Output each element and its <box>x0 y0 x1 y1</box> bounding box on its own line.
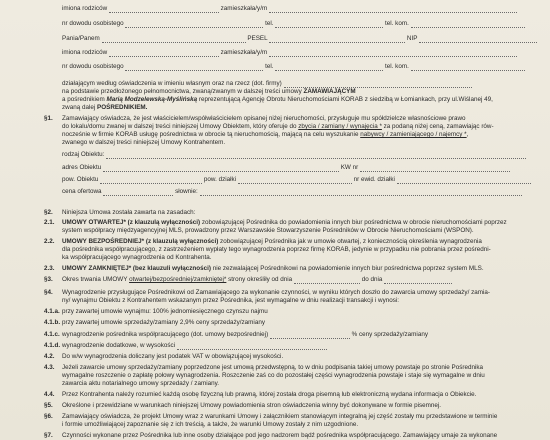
object-address-field[interactable] <box>103 165 339 172</box>
p43-line-3: zawarcia aktu notarialnego umowy sprzedaży / zamiany. <box>62 380 220 387</box>
object-type-row <box>62 151 526 159</box>
s1-l3-underlined: nabywcy / zamieniającego / najemcy * <box>360 131 467 138</box>
p23-number: 2.3. <box>44 265 55 272</box>
s4-number: §4. <box>44 289 53 296</box>
agent-post-bold: POŚREDNIKIEM. <box>97 104 148 111</box>
address-field[interactable] <box>269 6 517 13</box>
p41c-post: % ceny sprzedaży/zamiany <box>351 331 428 338</box>
mobile-field-2[interactable] <box>411 64 525 71</box>
p23-line-1 <box>62 265 484 273</box>
id-field-2[interactable] <box>125 64 263 71</box>
ordering-party-text: na podstawie przedłożonego pełnomocnictwa, zwaną/zwanym w dalszej treści umowy <box>62 88 302 95</box>
s6-number: §6. <box>44 413 53 420</box>
price-row <box>62 188 522 196</box>
parents-field[interactable] <box>109 6 219 13</box>
s3-pre: Okres trwania UMOWY <box>62 276 128 283</box>
p41b-number: 4.1.b. <box>44 319 61 326</box>
p43-number: 4.3. <box>44 364 55 371</box>
plot-area-label: pow. działki <box>203 176 237 183</box>
s1-number: §1. <box>44 115 53 122</box>
s2-number: §2. <box>44 209 53 216</box>
p43-line-2: wymagalne roszczenie o zapłatę połowy wynagrodzenia. Roszczenie zaś co do pozostałej części wynagrodzenia powstaje i staje się wymagalne w dniu <box>62 372 485 379</box>
p21-line-2: system współpracy międzyagencyjnej MLS, prowadzony przez Warszawskie Stowarzyszenie Pośredników w Obrocie Nieruchomościami (WSPON). <box>62 227 474 234</box>
area-field[interactable] <box>100 177 202 184</box>
object-type-label: rodzaj Obiektu: <box>62 151 105 158</box>
parents-label-2: imiona rodziców <box>62 49 108 56</box>
p21-number: 2.1. <box>44 219 55 226</box>
p41c-line <box>62 331 428 339</box>
agent-row-2 <box>62 104 147 112</box>
address-label: zamieszkała/y/m <box>220 5 268 12</box>
cooperating-percent-field[interactable] <box>270 332 350 339</box>
p22-text: zobowiązującej Pośrednika jak w umowie otwartej, z koniecznością określenia wynagrodzenia <box>220 238 482 245</box>
p44-text: Przez Kontrahenta należy rozumieć każdą osobę fizyczną lub prawną, której została droga pisemną lub elektroniczną wydana informacja o Obiekcie. <box>62 391 477 398</box>
p41d-number: 4.1.d. <box>44 342 61 349</box>
plot-number-label: nr ewid. działki <box>353 176 395 183</box>
area-label: pow. Obiektu <box>62 176 99 183</box>
kw-field[interactable] <box>360 165 510 172</box>
p41d-text: wynagrodzenie dodatkowe, w wysokości <box>62 342 176 349</box>
p22-bold: UMOWY BEZPOŚREDNIEJ* (z klauzulą wyłączności) <box>62 238 219 245</box>
s3-underlined: otwartej/bezpośredniej/zamkniętej* <box>129 276 227 283</box>
person-field[interactable] <box>102 36 246 43</box>
start-date-field[interactable] <box>294 277 360 284</box>
s1-line-3 <box>62 131 468 139</box>
s1-line-2 <box>62 123 494 131</box>
p22-line-1 <box>62 238 482 246</box>
s3-mid: strony określiły od dnia <box>228 276 293 283</box>
pesel-field[interactable] <box>269 36 405 43</box>
address-field-2[interactable] <box>269 50 517 57</box>
id-row-1 <box>62 20 525 28</box>
plot-area-field[interactable] <box>238 177 352 184</box>
p41d-line <box>62 342 327 350</box>
price-words-label: słownie: <box>175 188 198 195</box>
s1-line-1: Zamawiający oświadcza, że jest właścicielem/współwłaścicielem opisanej niżej nieruchomości, przysługuje mu spółdzielcze własnościowe prawo <box>62 115 466 122</box>
plot-number-field[interactable] <box>397 177 531 184</box>
agent-mid: reprezentującą Agencję Obrotu Nieruchomościami KORAB z siedzibą w Łomiankach, przy ul.Wiślanej 49, <box>198 96 493 103</box>
p41a-text: przy zawartej umowie wynajmu: 100% jednomiesięcznego czynszu najmu <box>62 308 268 315</box>
p21-text: zobowiązującej Pośrednika do powiadomienia innych biur pośrednictwa w obrocie nieruchomościami poprzez <box>201 219 507 226</box>
phone-label: tel. <box>265 20 274 27</box>
p23-bold: UMOWY ZAMKNIĘTEJ* (bez klauzuli wyłączności) <box>62 265 211 272</box>
price-field[interactable] <box>103 189 173 196</box>
price-label: cena ofertowa <box>62 188 102 195</box>
s3-post: do dnia <box>361 276 383 283</box>
agent-post-pre: zwaną dalej <box>62 104 96 111</box>
s3-line <box>62 276 452 284</box>
nip-field[interactable] <box>419 36 537 43</box>
ordering-party-row <box>62 88 356 96</box>
p42-number: 4.2. <box>44 353 55 360</box>
object-type-field[interactable] <box>106 152 526 159</box>
s1-l3-pre: nocześnie w firmie KORAB usługę pośrednictwa w obrocie tą nieruchomością, mającą na celu wyszukanie <box>62 131 359 138</box>
p22-number: 2.2. <box>44 238 55 245</box>
s3-number: §3. <box>44 276 53 283</box>
parents-label: imiona rodziców <box>62 5 108 12</box>
address-label-2: zamieszkała/y/m <box>220 49 268 56</box>
kw-label: KW nr <box>340 164 359 171</box>
mobile-label: tel. kom. <box>385 20 409 27</box>
id-field[interactable] <box>125 21 263 28</box>
s1-l2-post: za podaną niżej ceną, zamawiając rów- <box>383 123 494 130</box>
parents-row-2 <box>62 49 517 57</box>
mobile-label-2: tel. kom. <box>385 63 409 70</box>
s2-intro: Niniejsza Umowa została zawarta na zasadach: <box>62 209 196 216</box>
object-address-row <box>62 164 510 172</box>
agent-row <box>62 96 493 104</box>
parents-field-2[interactable] <box>109 50 219 57</box>
s1-l3-post: , <box>466 131 469 138</box>
p44-number: 4.4. <box>44 391 55 398</box>
ordering-party-bold: ZAMAWIAJĄCYM <box>303 88 356 95</box>
id-label: nr dowodu osobistego <box>62 20 124 27</box>
person-row <box>62 35 537 43</box>
company-field[interactable] <box>284 81 472 88</box>
price-words-field[interactable] <box>200 189 522 196</box>
p41b-text: przy zawartej umowie sprzedaży/zamiany 2,9% ceny sprzedaży/zamiany <box>62 319 265 326</box>
phone-label-2: tel. <box>265 63 274 70</box>
p21-bold: UMOWY OTWARTEJ* (z klauzulą wyłączności) <box>62 219 201 226</box>
p42-text: Do w/w wynagrodzenia doliczany jest podatek VAT w obowiązującej wysokości. <box>62 353 284 360</box>
area-row <box>62 176 531 184</box>
phone-field[interactable] <box>275 21 383 28</box>
person-label: Pania/Panem <box>62 35 100 42</box>
s4-line-2: ny/ wynajmu Obiektu z Kontrahentem wskazanym przez Pośrednika, jest wymagalne w dniu realizacji transakcji i wynosi: <box>62 297 400 304</box>
p23-text: nie zezwalającej Pośrednikowi na powiadomienie innych biur pośrednictwa poprzez system MLS. <box>212 265 484 272</box>
p41c-pre: wynagrodzenie pośrednika współpracującego (dot. umowy bezpośredniej) <box>62 331 269 338</box>
pesel-label: PESEL <box>247 35 268 42</box>
p22-line-3: ka współpracującego wynagrodzenia od Kontrahenta. <box>62 254 212 261</box>
p22-line-2: dla pośrednika współpracującego, z zastrzeżeniem wypłaty tego wynagrodzenia poprzez firmę KORAB, jedynie w przypadku nie pobrania przez pośredni- <box>62 246 491 253</box>
end-date-field[interactable] <box>384 277 452 284</box>
acting-row <box>62 80 472 88</box>
phone-field-2[interactable] <box>275 64 383 71</box>
s6-line-1: Zamawiający oświadcza, że projekt Umowy wraz z warunkami Umowy i załącznikiem stanowiącym integralną jej część zostały mu przedstawione w terminie <box>62 413 498 420</box>
s7-text: Czynności wykonane przez Pośrednika lub inne osoby działające pod jego nadzorem bądź pośrednika współpracującego. Zamawiający umaje za wykonane <box>62 432 498 439</box>
p41a-number: 4.1.a. <box>44 308 60 315</box>
id-label-2: nr dowodu osobistego <box>62 63 124 70</box>
s6-line-2: i formie umożliwiającej zapoznanie się z ich treścią, a także, że warunki Umowy zostały z nim uzgodnione. <box>62 421 359 428</box>
s1-l2-underlined: zbycia / zamiany / wynajęcia * <box>298 123 382 130</box>
nip-label: NIP <box>406 35 418 42</box>
acting-text: działającym według oświadczenia w imieniu własnym oraz na rzecz (dot. firmy) <box>62 80 282 87</box>
p43-line-1: Jeżeli zawarcie umowy sprzedaży/zamiany poprzedzone jest umową przedwstępną, to w dniu podpisania takiej umowy powstaje po stronie Pośrednika <box>62 364 484 371</box>
extra-fee-field[interactable] <box>177 343 327 350</box>
p41c-number: 4.1.c. <box>44 331 60 338</box>
s5-number: §5. <box>44 402 53 409</box>
parents-row-1 <box>62 5 517 13</box>
mobile-field[interactable] <box>411 21 525 28</box>
s1-line-4: zwanego w dalszej treści niniejszej Umowy Kontrahentem. <box>62 139 226 146</box>
s7-number: §7. <box>44 432 53 439</box>
p21-line-1 <box>62 219 507 227</box>
agent-pre: a pośrednikiem <box>62 96 105 103</box>
agent-name: Marią Modzelewską-Myślińską <box>106 96 198 103</box>
id-row-2 <box>62 63 525 71</box>
s5-text: Określone i przewidziane w warunkach niniejszej Umowy powiadomienia stron oświadczenia winny być dokonywane w formie pisemnej. <box>62 402 442 409</box>
s1-l2-pre: do lokalu/domu zwanej w dalszej treści niniejszej Umowy Obiektem, który oferuje do <box>62 123 297 130</box>
s4-line-1: Wynagrodzenie przysługujące Pośrednikowi od Zamawiającego za wykonanie czynności, w wyniku których doszło do zawarcia umowy sprzedaży/ zamia- <box>62 289 490 296</box>
object-address-label: adres Obiektu <box>62 164 102 171</box>
